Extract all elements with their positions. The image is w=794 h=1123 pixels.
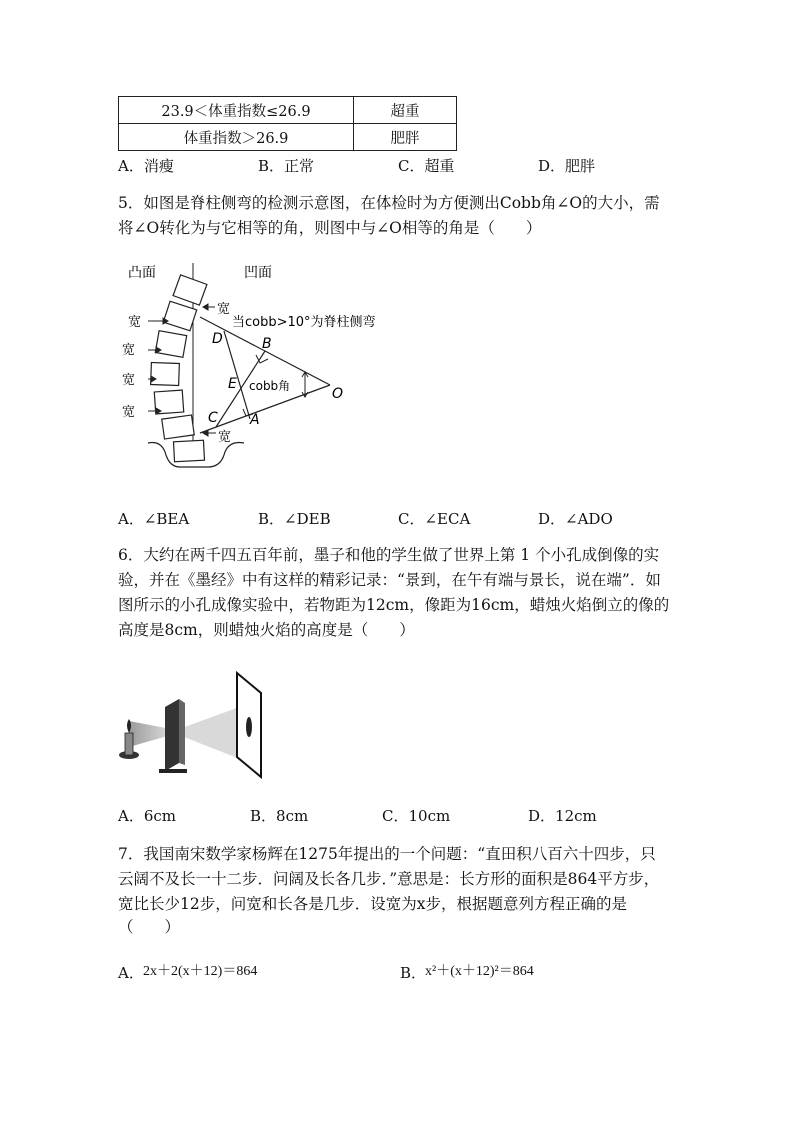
q4-option-a: A．消瘦 bbox=[118, 157, 174, 175]
q5-text-line1: 5．如图是脊柱侧弯的检测示意图，在体检时为方便测出Cobb角∠O的大小，需 bbox=[118, 194, 660, 212]
scoliosis-note: 当cobb>10°为脊柱侧弯 bbox=[232, 315, 376, 330]
table-row bbox=[119, 97, 457, 124]
q6-option-a: A．6cm bbox=[118, 807, 177, 825]
wide-label: 宽 bbox=[128, 315, 142, 330]
q7-text-line2: 云阔不及长一十二步．问阔及长各几步．”意思是：长方形的面积是864平方步， bbox=[118, 870, 660, 888]
table-cell: 体重指数＞26.9 bbox=[119, 124, 354, 151]
wide-label: 宽 bbox=[218, 430, 232, 445]
q7-text-line4: （ ） bbox=[118, 918, 181, 936]
wide-label: 宽 bbox=[122, 343, 136, 358]
point-o-label: O bbox=[332, 386, 344, 402]
q7-text-line1: 7．我国南宋数学家杨辉在1275年提出的一个问题：“直田积八百六十四步，只 bbox=[118, 845, 656, 863]
q7-option-b-expression: x²＋(x＋12)²＝864 bbox=[425, 964, 534, 979]
table-cell: 超重 bbox=[354, 97, 457, 124]
q6-text-line1: 6．大约在两千四五百年前，墨子和他的学生做了世界上第 1 个小孔成倒像的实 bbox=[118, 546, 660, 564]
q6-option-b: B．8cm bbox=[250, 807, 309, 825]
q6-text-line2: 验，并在《墨经》中有这样的精彩记录：“景到，在午有端与景长，说在端”．如 bbox=[118, 571, 661, 589]
q6-text-line3: 图所示的小孔成像实验中，若物距为12cm，像距为16cm，蜡烛火焰倒立的像的 bbox=[118, 596, 670, 614]
table-cell: 23.9＜体重指数≤26.9 bbox=[119, 97, 354, 124]
q6-text-line4: 高度是8cm，则蜡烛火焰的高度是（ ） bbox=[118, 621, 415, 639]
point-d-label: D bbox=[212, 331, 223, 347]
q5-option-d: D．∠ADO bbox=[538, 510, 613, 528]
q7-option-a-expression: 2x＋2(x＋12)＝864 bbox=[143, 964, 258, 979]
spine-cobb-diagram bbox=[118, 255, 418, 480]
convex-label: 凸面 bbox=[128, 265, 156, 281]
table-cell: 肥胖 bbox=[354, 124, 457, 151]
point-c-label: C bbox=[208, 410, 218, 426]
concave-label: 凹面 bbox=[244, 265, 272, 281]
point-e-label: E bbox=[228, 376, 237, 392]
pinhole-camera-figure bbox=[115, 665, 275, 780]
q5-text-line2: 将∠O转化为与它相等的角，则图中与∠O相等的角是（ ） bbox=[118, 219, 542, 237]
q5-option-b: B．∠DEB bbox=[258, 510, 331, 528]
q4-option-b: B．正常 bbox=[258, 157, 315, 175]
wide-label: 宽 bbox=[122, 373, 136, 388]
q5-option-a: A．∠BEA bbox=[118, 510, 190, 528]
q4-option-c: C．超重 bbox=[398, 157, 455, 175]
q5-option-c: C．∠ECA bbox=[398, 510, 471, 528]
point-a-label: A bbox=[250, 412, 260, 428]
wide-label: 宽 bbox=[122, 405, 136, 420]
wide-label: 宽 bbox=[217, 302, 231, 317]
bmi-table bbox=[118, 96, 457, 151]
q7-option-b-label: B． bbox=[400, 964, 427, 982]
table-row bbox=[119, 124, 457, 151]
q7-option-a-label: A． bbox=[118, 964, 144, 982]
cobb-angle-label: cobb角 bbox=[249, 379, 291, 393]
q7-text-line3: 宽比长少12步，问宽和长各是几步．设宽为x步，根据题意列方程正确的是 bbox=[118, 895, 627, 913]
q4-option-d: D．肥胖 bbox=[538, 157, 596, 175]
point-b-label: B bbox=[262, 336, 272, 352]
q6-option-d: D．12cm bbox=[528, 807, 597, 825]
q6-option-c: C．10cm bbox=[382, 807, 451, 825]
